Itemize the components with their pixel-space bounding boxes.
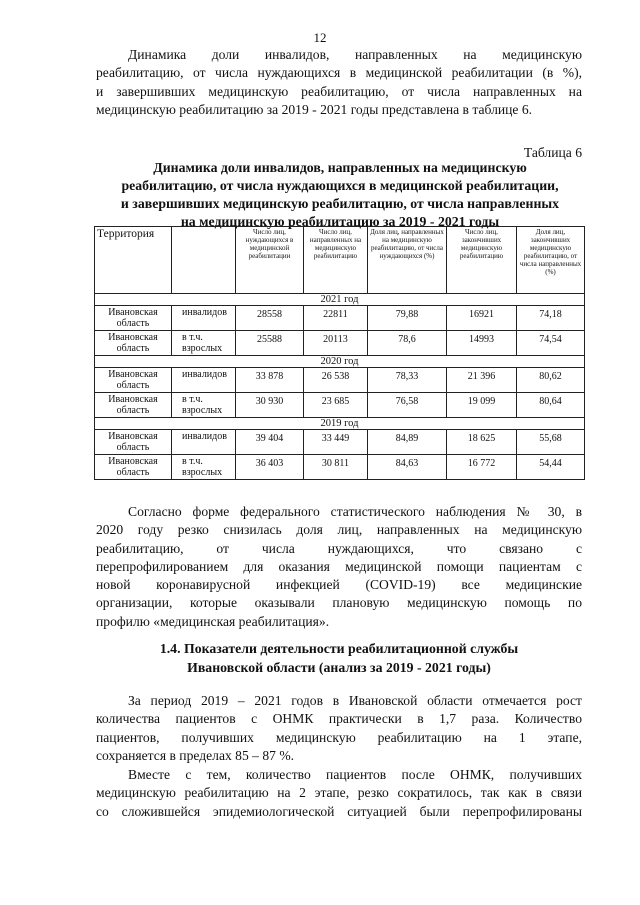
year-row bbox=[95, 356, 585, 368]
cell-share-directed: 79,88 bbox=[368, 306, 447, 331]
header-needing: Число лиц, нуждающихся в медицинской реабилитации bbox=[236, 227, 304, 294]
table-row bbox=[95, 393, 585, 418]
cell-needing: 36 403 bbox=[236, 455, 304, 480]
cell-category: в т.ч. взрослых bbox=[172, 455, 236, 480]
table-title-line: реабилитацию, от числа нуждающихся в медицинской реабилитации, bbox=[121, 178, 559, 193]
paragraph-line: За период 2019 – 2021 годов в Ивановской области отмечается рост bbox=[128, 693, 582, 708]
intro-line: медицинскую реабилитацию за 2019 - 2021 годы представлена в таблице 6. bbox=[96, 101, 533, 117]
cell-share-completed: 80,62 bbox=[517, 368, 585, 393]
table-row bbox=[95, 430, 585, 455]
cell-needing: 30 930 bbox=[236, 393, 304, 418]
table-title-line: Динамика доли инвалидов, направленных на медицинскую bbox=[153, 160, 527, 175]
year-row bbox=[95, 418, 585, 430]
cell-share-completed: 54,44 bbox=[517, 455, 585, 480]
cell-share-completed: 55,68 bbox=[517, 430, 585, 455]
page-number: 12 bbox=[313, 30, 327, 45]
table-header-row bbox=[95, 227, 585, 294]
table-title bbox=[90, 159, 590, 231]
cell-share-directed: 78,6 bbox=[368, 331, 447, 356]
cell-territory: Ивановская область bbox=[95, 393, 172, 418]
paragraph-line: 2020 году резко снизилась доля лиц, направленных на медицинскую bbox=[96, 522, 582, 538]
cell-share-directed: 76,58 bbox=[368, 393, 447, 418]
paragraph-line: медицинскую реабилитацию на 2 этапе, резко сократилось, так как в связи bbox=[96, 785, 582, 801]
year-row bbox=[95, 294, 585, 306]
cell-directed: 33 449 bbox=[304, 430, 368, 455]
header-share-directed: Доля лиц, направленных на медицинскую реабилитацию, от числа нуждающихся (%) bbox=[368, 227, 447, 294]
table-row bbox=[95, 368, 585, 393]
cell-category: в т.ч. взрослых bbox=[172, 331, 236, 356]
cell-directed: 22811 bbox=[304, 306, 368, 331]
paragraph-line: профилю «медицинская реабилитация». bbox=[96, 613, 330, 629]
header-category bbox=[172, 227, 236, 294]
table-label: Таблица 6 bbox=[523, 145, 582, 160]
paragraph-line: со сложившейся эпидемиологической ситуацией были перепрофилированы bbox=[96, 803, 582, 819]
intro-line: Динамика доли инвалидов, направленных на медицинскую bbox=[128, 47, 582, 62]
cell-completed: 21 396 bbox=[447, 368, 517, 393]
section-heading-line: 1.4. Показатели деятельности реабилитационной службы bbox=[159, 641, 519, 656]
cell-share-directed: 84,63 bbox=[368, 455, 447, 480]
cell-territory: Ивановская область bbox=[95, 306, 172, 331]
cell-completed: 14993 bbox=[447, 331, 517, 356]
paragraph-line: реабилитацию, от числа нуждающихся, что связано с bbox=[96, 540, 582, 556]
intro-line: и завершивших медицинскую реабилитацию, от числа направленных на bbox=[96, 83, 582, 99]
intro-line: реабилитацию, от числа нуждающихся в медицинской реабилитации (в %), bbox=[96, 65, 582, 81]
cell-directed: 20113 bbox=[304, 331, 368, 356]
cell-completed: 18 625 bbox=[447, 430, 517, 455]
table-title-line: и завершивших медицинскую реабилитацию, от числа направленных bbox=[120, 196, 560, 211]
cell-category: инвалидов bbox=[172, 430, 236, 455]
section-heading bbox=[96, 640, 582, 677]
cell-directed: 30 811 bbox=[304, 455, 368, 480]
paragraph-line: Вместе с тем, количество пациентов после ОНМК, получивших bbox=[128, 767, 582, 782]
cell-share-directed: 78,33 bbox=[368, 368, 447, 393]
cell-needing: 39 404 bbox=[236, 430, 304, 455]
cell-needing: 28558 bbox=[236, 306, 304, 331]
header-completed: Число лиц, закончивших медицинскую реабилитацию bbox=[447, 227, 517, 294]
section-heading-line: Ивановской области (анализ за 2019 - 2021 годы) bbox=[187, 659, 491, 675]
cell-territory: Ивановская область bbox=[95, 368, 172, 393]
cell-category: инвалидов bbox=[172, 368, 236, 393]
table-row bbox=[95, 331, 585, 356]
rehabilitation-table bbox=[94, 226, 585, 480]
header-share-completed: Доля лиц, закончивших медицинскую реабилитацию, от числа направленных (%) bbox=[517, 227, 585, 294]
paragraph-line: сохраняется в пределах 85 – 87 %. bbox=[96, 747, 295, 763]
cell-completed: 19 099 bbox=[447, 393, 517, 418]
cell-territory: Ивановская область bbox=[95, 455, 172, 480]
table-row bbox=[95, 455, 585, 480]
cell-completed: 16 772 bbox=[447, 455, 517, 480]
cell-share-completed: 74,54 bbox=[517, 331, 585, 356]
header-territory: Территория bbox=[95, 227, 172, 294]
cell-needing: 25588 bbox=[236, 331, 304, 356]
cell-share-completed: 80,64 bbox=[517, 393, 585, 418]
cell-territory: Ивановская область bbox=[95, 430, 172, 455]
cell-share-directed: 84,89 bbox=[368, 430, 447, 455]
table-row bbox=[95, 306, 585, 331]
cell-needing: 33 878 bbox=[236, 368, 304, 393]
header-directed: Число лиц, направленных на медицинскую реабилитацию bbox=[304, 227, 368, 294]
cell-territory: Ивановская область bbox=[95, 331, 172, 356]
intro-paragraph bbox=[96, 46, 582, 119]
cell-category: инвалидов bbox=[172, 306, 236, 331]
cell-category: в т.ч. взрослых bbox=[172, 393, 236, 418]
cell-share-completed: 74,18 bbox=[517, 306, 585, 331]
cell-completed: 16921 bbox=[447, 306, 517, 331]
paragraph-line: новой коронавирусной инфекцией (COVID-19) все медицинские bbox=[96, 577, 582, 593]
onmk-paragraph bbox=[96, 692, 582, 765]
cell-directed: 23 685 bbox=[304, 393, 368, 418]
paragraph-line: пациентов, получивших медицинскую реабилитацию на 1 этапе, bbox=[96, 729, 582, 745]
year-label: 2021 год bbox=[95, 294, 585, 306]
year-label: 2020 год bbox=[95, 356, 585, 368]
covid-paragraph bbox=[96, 503, 582, 631]
table-title-line: на медицинскую реабилитацию за 2019 - 2021 годы bbox=[180, 214, 500, 229]
paragraph-line: количества пациентов с ОНМК практически в 1,7 раза. Количество bbox=[96, 711, 582, 727]
cell-directed: 26 538 bbox=[304, 368, 368, 393]
paragraph-line: организации, которые оказывали плановую медицинскую помощь по bbox=[96, 595, 582, 611]
year-label: 2019 год bbox=[95, 418, 585, 430]
paragraph-line: Согласно форме федерального статистического наблюдения № 30, в bbox=[128, 504, 582, 519]
paragraph-line: перепрофилированием для оказания медицинской помощи пациентам с bbox=[96, 558, 582, 574]
second-stage-paragraph bbox=[96, 766, 582, 821]
